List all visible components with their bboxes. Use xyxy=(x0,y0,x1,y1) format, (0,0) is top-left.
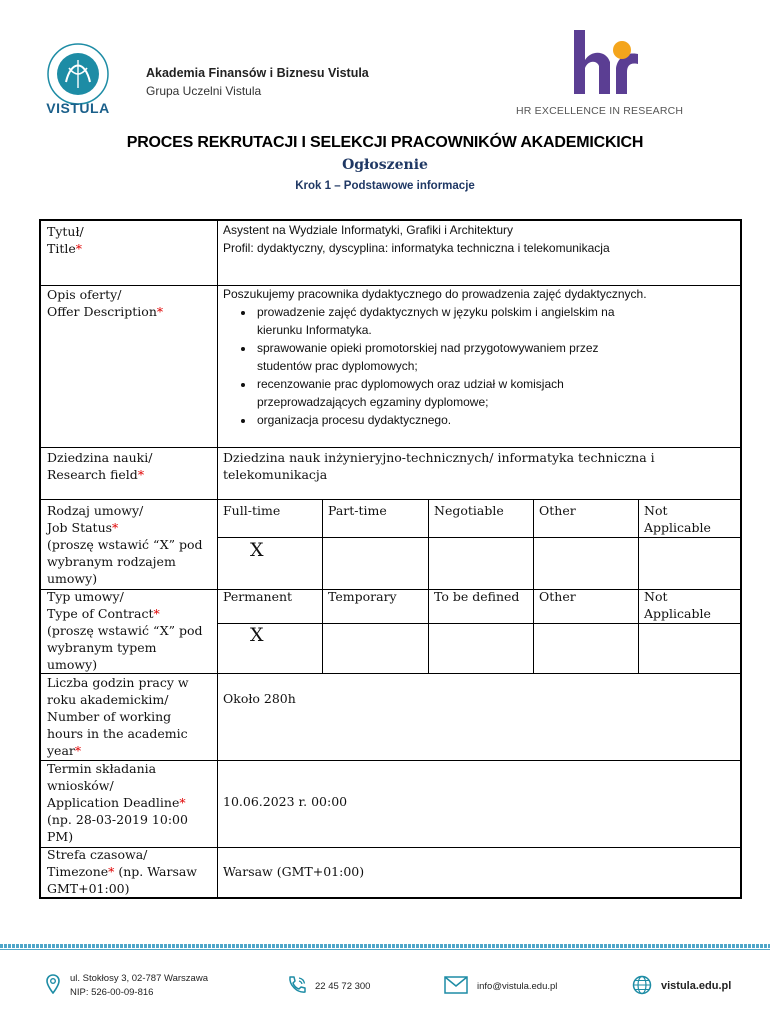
title-value: Asystent na Wydziale Informatyki, Grafiki i Architektury Profil: dydaktyczny, dyscyplina: informatyka techniczna i telekomunikacja xyxy=(223,223,610,255)
contract-option-not-applicable: Not Applicable xyxy=(644,589,711,621)
contract-type-label: Typ umowy/ Type of Contract* (proszę wstawić “X” pod wybranym typem umowy) xyxy=(47,589,203,672)
footer-address: ul. Stokłosy 3, 02-787 Warszawa NIP: 526-00-09-816 xyxy=(70,973,208,998)
email-icon xyxy=(444,976,468,998)
description-value: Poszukujemy pracownika dydaktycznego do prowadzenia zajęć dydaktycznych. • prowadzenie zajęć dydaktycznych w języku polskim i angielskim na kierunku Informatyka. • sprawowanie opieki promotorskiej nad przygotowywaniem przez studentów prac dyplomowych; • recenzowanie prac dyplomowych oraz udział w komisjach przeprowadzających egzaminy dyplomowe; • organizacja procesu dydaktycznego. xyxy=(223,285,733,429)
contract-option-to-be-defined: To be defined xyxy=(434,589,520,604)
job-status-option-not-applicable: Not Applicable xyxy=(644,503,711,535)
list-item: • organizacja procesu dydaktycznego. xyxy=(255,411,733,429)
timezone-value: Warsaw (GMT+01:00) xyxy=(223,864,365,879)
contract-option-permanent: Permanent xyxy=(223,589,293,604)
working-hours-value: Około 280h xyxy=(223,691,296,706)
footer-phone[interactable]: 22 45 72 300 xyxy=(315,981,371,992)
org-name: Akademia Finansów i Biznesu Vistula xyxy=(146,66,369,80)
job-status-option-negotiable: Negotiable xyxy=(434,503,504,518)
deadline-value: 10.06.2023 r. 00:00 xyxy=(223,794,348,809)
timezone-label: Strefa czasowa/ Timezone* (np. Warsaw GMT+01:00) xyxy=(47,847,198,896)
list-item: • sprawowanie opieki promotorskiej nad przygotowywaniem przez studentów prac dyplomowych; xyxy=(255,339,733,375)
hr-excellence-logo xyxy=(566,26,646,98)
footer-email[interactable]: info@vistula.edu.pl xyxy=(477,981,558,992)
location-pin-icon xyxy=(46,974,60,998)
research-field-label: Dziedzina nauki/ Research field* xyxy=(47,450,153,482)
page-subtitle: Ogłoszenie xyxy=(342,157,428,173)
job-status-option-part-time: Part-time xyxy=(328,503,387,518)
research-field-value: Dziedzina nauk inżynieryjno-technicznych/ informatyka techniczna i telekomunikacja xyxy=(223,450,655,482)
job-status-selected-mark: X xyxy=(250,539,264,561)
footer-divider xyxy=(0,944,770,948)
job-status-option-full-time: Full-time xyxy=(223,503,281,518)
footer-website[interactable]: vistula.edu.pl xyxy=(661,980,732,992)
title-label: Tytuł/ Title* xyxy=(47,224,84,256)
job-status-option-other: Other xyxy=(539,503,576,518)
globe-icon xyxy=(632,975,652,999)
contract-selected-mark: X xyxy=(250,624,264,646)
vistula-logo xyxy=(38,42,118,120)
org-subtitle: Grupa Uczelni Vistula xyxy=(146,84,262,98)
working-hours-label: Liczba godzin pracy w roku akademickim/ Number of working hours in the academic year* xyxy=(47,675,189,758)
footer-divider-thin xyxy=(0,949,770,950)
list-item: • recenzowanie prac dyplomowych oraz udział w komisjach przeprowadzających egzaminy dyplomowe; xyxy=(255,375,733,411)
logo-word: VISTULA xyxy=(46,100,110,116)
hr-caption: HR EXCELLENCE IN RESEARCH xyxy=(516,105,684,117)
page-title: PROCES REKRUTACJI I SELEKCJI PRACOWNIKÓW AKADEMICKICH xyxy=(126,134,644,151)
list-item: • prowadzenie zajęć dydaktycznych w języku polskim i angielskim na kierunku Informatyka. xyxy=(255,303,733,339)
job-status-label: Rodzaj umowy/ Job Status* (proszę wstawić “X” pod wybranym rodzajem umowy) xyxy=(47,503,203,586)
step-label: Krok 1 – Podstawowe informacje xyxy=(295,180,475,192)
description-label: Opis oferty/ Offer Description* xyxy=(47,287,164,319)
contract-option-temporary: Temporary xyxy=(328,589,397,604)
phone-icon xyxy=(286,975,308,999)
deadline-label: Termin składania wniosków/ Application Deadline* (np. 28-03-2019 10:00 PM) xyxy=(47,761,188,844)
contract-option-other: Other xyxy=(539,589,576,604)
